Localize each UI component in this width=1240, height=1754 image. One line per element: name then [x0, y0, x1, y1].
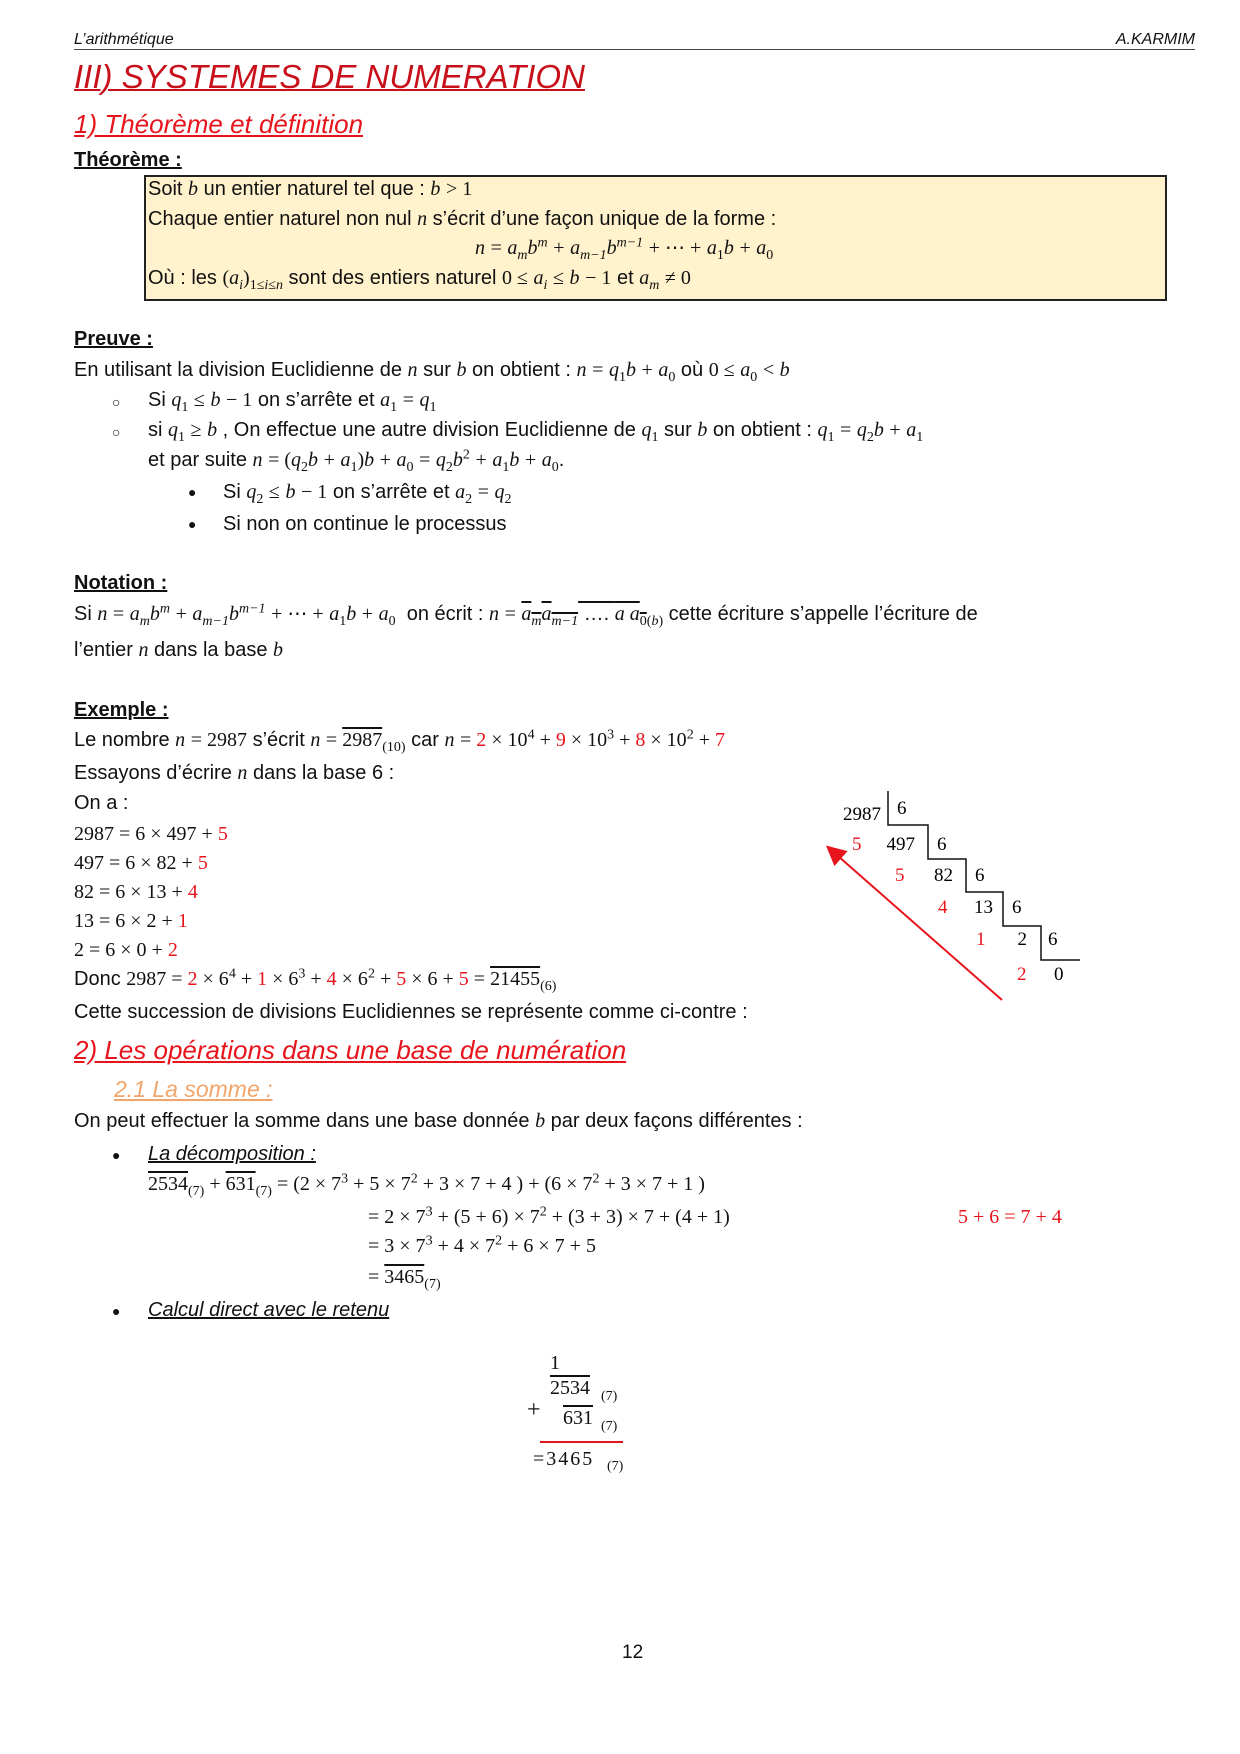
divisor: 6 — [1048, 929, 1058, 950]
decomposition-line: = $3 \times 7^3 + 4 \times 7^2 + 6 \times 7 + 5$ — [368, 1233, 596, 1257]
theorem-label: Théorème : — [74, 149, 182, 171]
section-1-title: 1) Théorème et définition — [74, 109, 364, 139]
base-label: (7) — [601, 1389, 618, 1404]
quotient: 0 — [1054, 964, 1064, 985]
header-right: A.KARMIM — [1115, 31, 1195, 48]
proof-line: Si $q_1 \le b - 1$ on s’arrête et $a_1 = q_1$ — [148, 389, 437, 415]
decomposition-line: $2534_{(7)} + 631_{(7)} = (2 \times 7^3 + 5 \times 7^2 + 3 \times 7 + 4$ ) + ($6 \times 7^2 + 3 \times 7 + 1$ ) — [148, 1171, 705, 1199]
addend-1: 2534 — [550, 1377, 590, 1399]
theorem-formula: $n = a_mb^m + a_{m-1}b^{m-1}$ + ⋯ + $a_1b + a_0$ — [475, 235, 774, 263]
decomposition-line: = $3465_{(7)}$ — [368, 1266, 441, 1292]
proof-line: Si $q_2 \le b - 1$ on s’arrête et $a_2 = q_2$ — [223, 481, 512, 507]
example-line: Donc $2987 = 2 \times 6^4 + 1 \times 6^3 + 4 \times 6^2 + 5 \times 6 + 5 = 21455_{(6)}$ — [74, 966, 557, 994]
example-line: 2 = 6 × 0 + 2 — [74, 939, 178, 961]
sum-rule — [540, 1441, 623, 1443]
division-diagram — [800, 770, 1100, 1010]
decomposition-line: = $2 \times 7^3 + (5 + 6) \times 7^2 + (3 + 3) \times 7 + (4 + 1)$ — [368, 1204, 730, 1228]
section-2-title: 2) Les opérations dans une base de numération — [74, 1035, 627, 1065]
example-line: Essayons d’écrire n dans la base 6 : — [74, 762, 395, 784]
divisor: 6 — [897, 798, 907, 819]
dividend: 2 — [1017, 929, 1027, 950]
remainder: 5 — [895, 865, 905, 886]
decomposition-note: 5 + 6 = 7 + 4 — [958, 1206, 1062, 1228]
chapter-title: III) SYSTEMES DE NUMERATION — [74, 58, 585, 95]
bullet-icon: ● — [188, 484, 197, 500]
base-label: (7) — [601, 1419, 618, 1434]
theorem-line: Où : les $(a_i)_{1\le i\le n}$ sont des entiers naturel $0 \le a_i \le b - 1$ et $a_m \ne 0$ — [148, 267, 691, 293]
plus-sign: + — [527, 1397, 541, 1423]
remainder: 1 — [976, 929, 986, 950]
bullet-icon: ● — [112, 1147, 121, 1163]
sum-result: =3465 — [533, 1448, 595, 1470]
decomposition-label: La décomposition : — [148, 1143, 316, 1165]
proof-line: En utilisant la division Euclidienne de n sur b on obtient : $n = q_1b + a_0$ où $0 \le a_0 < b$ — [74, 359, 790, 385]
proof-line: Si non on continue le processus — [223, 513, 507, 535]
sum-intro: On peut effectuer la somme dans une base donnée b par deux façons différentes : — [74, 1110, 803, 1132]
example-label: Exemple : — [74, 699, 169, 721]
example-line: Le nombre n = 2987 s’écrit $n = 2987_{(10)}$ car $n = 2 \times 10^4 + 9 \times 10^3 + 8 \times 10^2 + 7$ — [74, 727, 725, 755]
example-line: 497 = 6 × 82 + 5 — [74, 852, 208, 874]
proof-line: et par suite $n = (q_2b + a_1)b + a_0 = q_2b^2 + a_1b + a_0$. — [148, 447, 565, 475]
notation-label: Notation : — [74, 572, 168, 594]
example-line: On a : — [74, 792, 129, 814]
example-line: 82 = 6 × 13 + 4 — [74, 881, 198, 903]
notation-line: Si $n = a_mb^m + a_{m-1}b^{m-1}$ + ⋯ + $a_1b + a_0$ on écrit : $n = a_ma_{m-1}$ …. a $a_{0(b)}$ cette écriture s’appelle l’écriture de — [74, 601, 978, 629]
circle-bullet-icon: ○ — [112, 424, 121, 440]
remainder: 4 — [938, 897, 948, 918]
theorem-line: Chaque entier naturel non nul n s’écrit d’une façon unique de la forme : — [148, 208, 777, 230]
remainder: 2 — [1017, 964, 1027, 985]
carry-digit: 1 — [550, 1352, 560, 1374]
divisor: 6 — [937, 834, 947, 855]
direct-calc-label: Calcul direct avec le retenu — [148, 1299, 390, 1321]
example-line: Cette succession de divisions Euclidiennes se représente comme ci-contre : — [74, 1001, 748, 1023]
bullet-icon: ● — [112, 1303, 121, 1319]
proof-label: Preuve : — [74, 328, 153, 350]
proof-line: si $q_1 \ge b$ , On effectue une autre division Euclidienne de $q_1$ sur b on obtient : $q_1 = q_2b + a_1$ — [148, 419, 924, 445]
addend-2: 631 — [563, 1407, 593, 1429]
header-rule — [74, 49, 1195, 50]
example-line: 13 = 6 × 2 + 1 — [74, 910, 188, 932]
bullet-icon: ● — [188, 516, 197, 532]
remainder: 5 — [852, 834, 862, 855]
circle-bullet-icon: ○ — [112, 394, 121, 410]
dividend: 497 — [886, 834, 915, 855]
example-line: 2987 = 6 × 497 + 5 — [74, 823, 228, 845]
dividend: 2987 — [843, 804, 881, 825]
dividend: 13 — [974, 897, 993, 918]
notation-line: l’entier n dans la base b — [74, 639, 284, 661]
dividend: 82 — [934, 865, 953, 886]
divisor: 6 — [975, 865, 985, 886]
theorem-line: Soit b un entier naturel tel que : b > 1 — [148, 178, 473, 200]
header-left: L’arithmétique — [74, 31, 174, 48]
divisor: 6 — [1012, 897, 1022, 918]
base-label: (7) — [607, 1459, 624, 1474]
subsection-2-1-title: 2.1 La somme : — [114, 1076, 273, 1102]
page-number: 12 — [622, 1642, 644, 1663]
